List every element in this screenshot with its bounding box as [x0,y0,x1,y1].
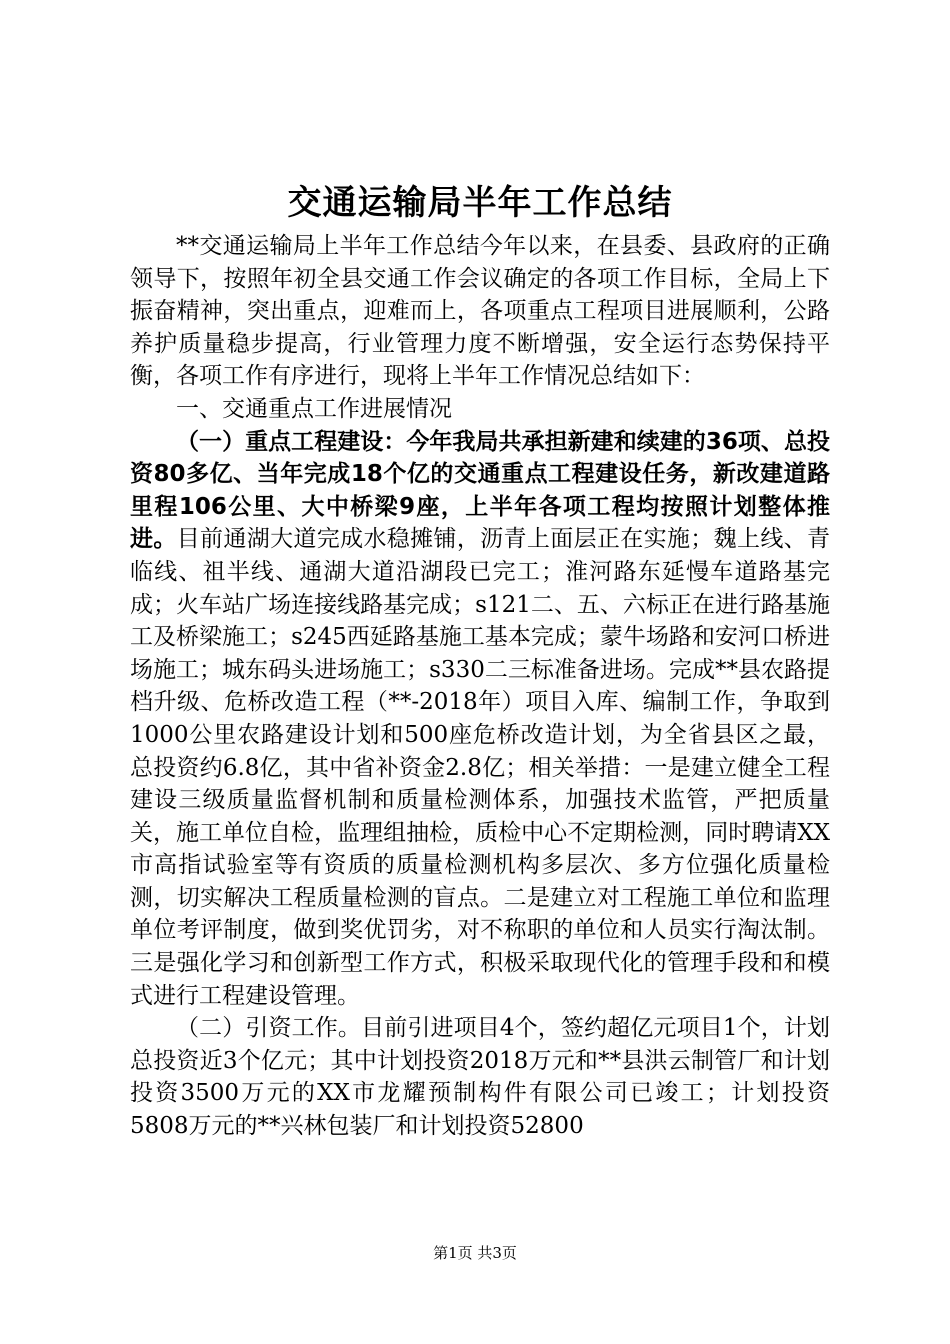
page-footer: 第1页 共3页 [433,1244,517,1262]
intro-paragraph: **交通运输局上半年工作总结今年以来，在县委、县政府的正确领导下，按照年初全县交通工作会议确定的各项工作目标，全局上下振奋精神，突出重点，迎难而上，各项重点工程项目进展顺利，公路养护质量稳步提高，行业管理力度不断增强，安全运行态势保持平衡，各项工作有序进行，现将上半年工作情况总结如下： [130,233,830,390]
subsection-2-paragraph [130,1012,830,1142]
document-title: 交通运输局半年工作总结 [287,183,673,223]
section-heading-1: 一、交通重点工作进展情况 [176,395,452,422]
subsection-1-lead: （一）重点工程建设：今年我局共承担新建和续建的36项、总投资80多亿、当年完成18个亿的交通重点工程建设任务，新改建道路里程106公里、大中桥梁9座，上半年各项工程均按照计划整体推进。 [130,428,830,553]
subsection-2-body: 目前引进项目4个，签约超亿元项目1个，计划总投资近3个亿元；其中计划投资2018万元和**县洪云制管厂和计划投资3500万元的XX市龙耀预制构件有限公司已竣工；计划投资5808万元的**兴林包装厂和计划投资52800 [130,1015,830,1140]
subsection-1-body: 目前通湖大道完成水稳摊铺，沥青上面层正在实施；魏上线、青临线、祖半线、通湖大道沿湖段已完工；淮河路东延慢车道路基完成；火车站广场连接线路基完成；s121二、五、六标正在进行路基施工及桥梁施工；s245西延路基施工基本完成；蒙牛场路和安河口桥进场施工；城东码头进场施工；s330二三标准备进场。完成**县农路提档升级、危桥改造工程（**-2018年）项目入库、编制工作，争取到1000公里农路建设计划和500座危桥改造计划，为全省县区之最，总投资约6.8亿，其中省补资金2.8亿；相关举措：一是建立健全工程建设三级质量监督机制和质量检测体系，加强技术监管，严把质量关，施工单位自检，监理组抽检，质检中心不定期检测，同时聘请XX市高指试验室等有资质的质量检测机构多层次、多方位强化质量检测，切实解决工程质量检测的盲点。二是建立对工程施工单位和监理单位考评制度，做到奖优罚劣，对不称职的单位和人员实行淘汰制。三是强化学习和创新型工作方式，积极采取现代化的管理手段和和模式进行工程建设管理。 [130,526,831,1009]
document-body [130,230,830,1143]
subsection-1-paragraph [130,426,830,1013]
subsection-2-lead: （二）引资工作。 [176,1015,362,1042]
document-page [130,178,830,1143]
